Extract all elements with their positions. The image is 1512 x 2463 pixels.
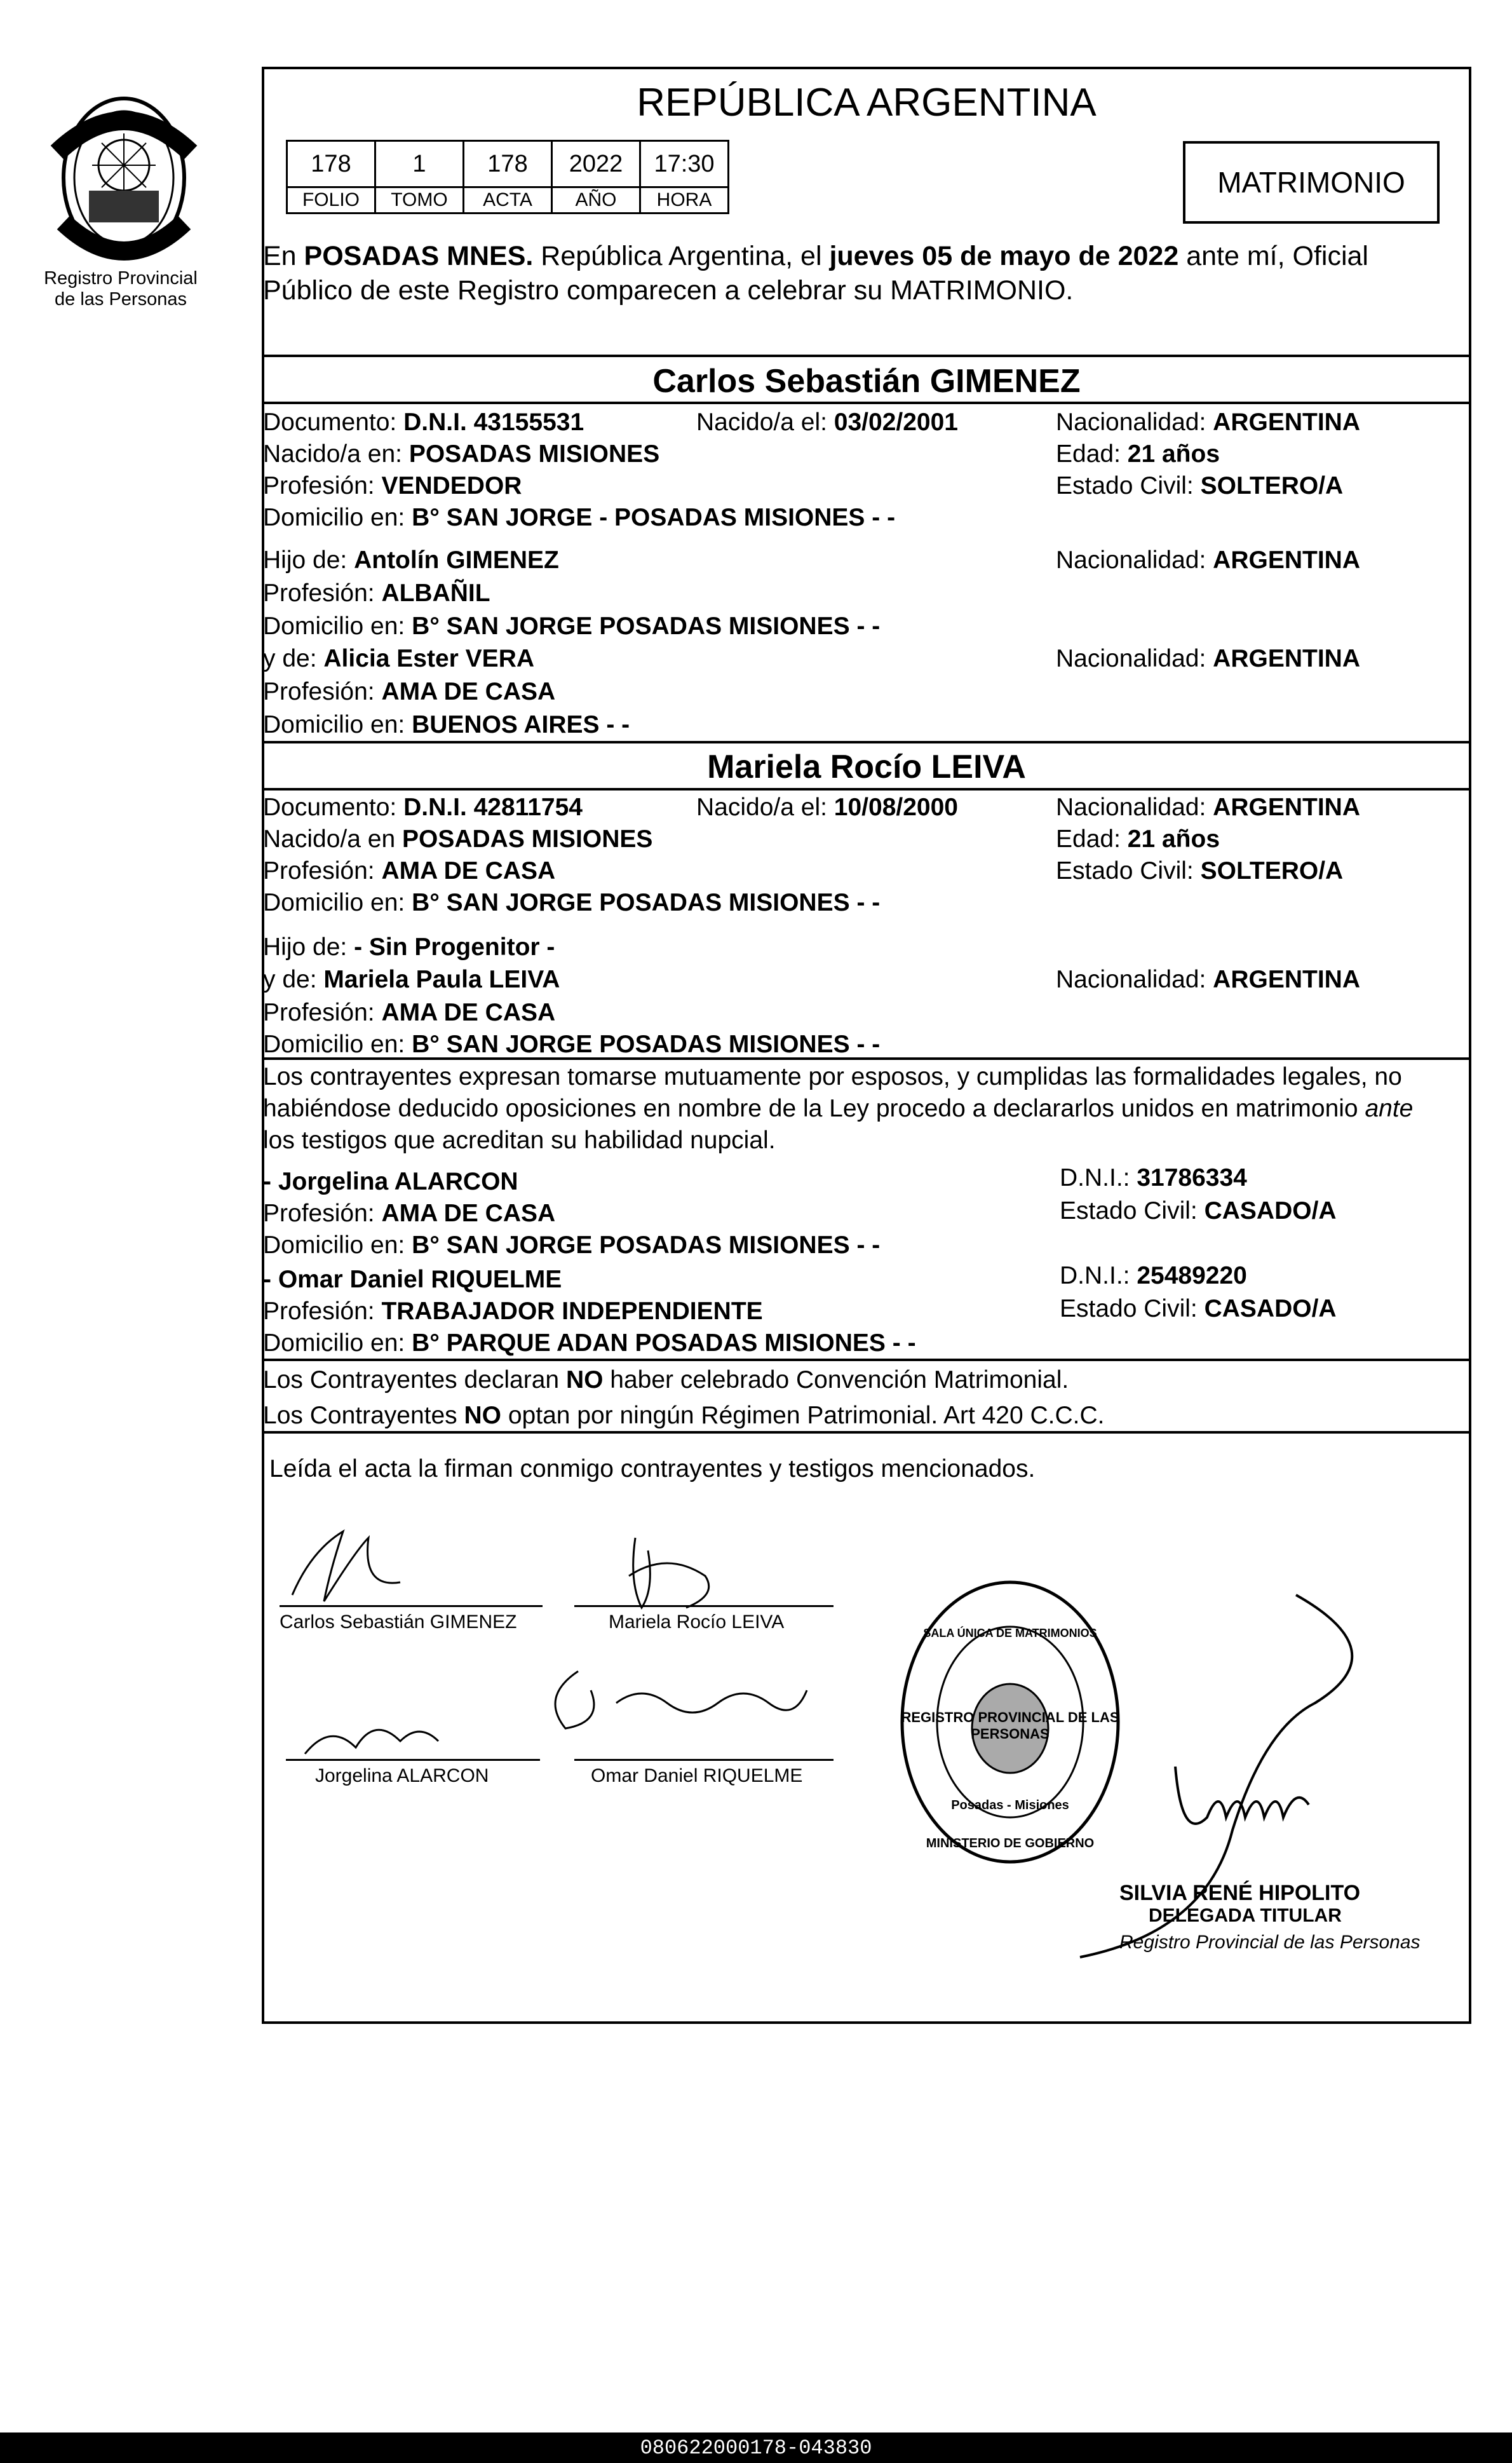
- spouse2-age: Edad: 21 años: [1056, 825, 1220, 853]
- witness2-name: - Omar Daniel RIQUELME: [263, 1266, 562, 1293]
- divider: [262, 355, 1471, 357]
- spouse1-profession: Profesión: VENDEDOR: [263, 472, 522, 499]
- coat-of-arms-icon: [38, 95, 210, 273]
- spouse2-address: Domicilio en: B° SAN JORGE POSADAS MISIONES - -: [263, 889, 881, 916]
- tomo-label: TOMO: [375, 187, 464, 214]
- signature-line: [574, 1605, 834, 1607]
- divider: [262, 1057, 1471, 1060]
- spouse1-father-profession: Profesión: ALBAÑIL: [263, 580, 490, 607]
- spouse1-document: Documento: D.N.I. 43155531: [263, 409, 584, 436]
- closing-statement: Leída el acta la firman conmigo contrayentes y testigos mencionados.: [269, 1455, 1036, 1483]
- declaration-line-1: Los contrayentes expresan tomarse mutuamente por esposos, y cumplidas las formalidades legales, no: [263, 1063, 1402, 1090]
- folio-label: FOLIO: [287, 187, 375, 214]
- logo-caption: [25, 268, 216, 311]
- seal-city-text: Posadas - Misiones: [951, 1798, 1069, 1812]
- spouse1-dob: Nacido/a el: 03/02/2001: [696, 409, 958, 436]
- logo-caption-line2: de las Personas: [55, 289, 187, 310]
- spouse2-document: Documento: D.N.I. 42811754: [263, 794, 583, 821]
- signature-name-3: Jorgelina ALARCON: [315, 1765, 489, 1786]
- logo-caption-line1: Registro Provincial: [44, 268, 198, 288]
- convention-line-2: Los Contrayentes NO optan por ningún Régimen Patrimonial. Art 420 C.C.C.: [263, 1402, 1105, 1429]
- divider: [262, 788, 1471, 790]
- spouse2-dob: Nacido/a el: 10/08/2000: [696, 794, 958, 821]
- convention-line-1: Los Contrayentes declaran NO haber celebrado Convención Matrimonial.: [263, 1366, 1069, 1394]
- spouse1-father-address: Domicilio en: B° SAN JORGE POSADAS MISIONES - -: [263, 613, 881, 640]
- folio-value: 178: [287, 141, 375, 187]
- signature-name-1: Carlos Sebastián GIMENEZ: [280, 1611, 517, 1632]
- witness2-address: Domicilio en: B° PARQUE ADAN POSADAS MISIONES - -: [263, 1329, 916, 1357]
- intro-line-2: Público de este Registro comparecen a celebrar su MATRIMONIO.: [263, 275, 1074, 306]
- signature-name-2: Mariela Rocío LEIVA: [609, 1611, 785, 1632]
- act-type-box: [1183, 141, 1440, 224]
- hora-value: 17:30: [640, 141, 729, 187]
- intro-line-1: En POSADAS MNES. República Argentina, el jueves 05 de mayo de 2022 ante mí, Oficial: [263, 241, 1368, 271]
- divider: [262, 402, 1471, 404]
- spouse1-age: Edad: 21 años: [1056, 440, 1220, 468]
- spouse2-profession: Profesión: AMA DE CASA: [263, 857, 556, 885]
- footer-code: 080622000178-043830: [640, 2436, 872, 2460]
- acta-value: 178: [464, 141, 552, 187]
- signature-line: [280, 1605, 543, 1607]
- spouse2-mother-nationality: Nacionalidad: ARGENTINA: [1056, 966, 1361, 993]
- handwritten-signatures: [273, 1512, 820, 1779]
- official-name: SILVIA RENÉ HIPOLITO: [1119, 1881, 1361, 1905]
- declaration-line-2: habiéndose deducido oposiciones en nombre de la Ley procedo a declararlos unidos en matrimonio ante: [263, 1095, 1414, 1122]
- spouse2-birthplace: Nacido/a en POSADAS MISIONES: [263, 825, 653, 853]
- spouse1-mother-address: Domicilio en: BUENOS AIRES - -: [263, 711, 630, 738]
- act-type: MATRIMONIO: [1217, 166, 1405, 199]
- spouse1-mother: y de: Alicia Ester VERA: [263, 645, 535, 672]
- divider: [262, 1431, 1471, 1434]
- signature-name-4: Omar Daniel RIQUELME: [591, 1765, 803, 1786]
- hora-label: HORA: [640, 187, 729, 214]
- spouse1-father-nationality: Nacionalidad: ARGENTINA: [1056, 546, 1361, 574]
- spouse1-civil-status: Estado Civil: SOLTERO/A: [1056, 472, 1344, 499]
- tomo-value: 1: [375, 141, 464, 187]
- spouse2-father: Hijo de: - Sin Progenitor -: [263, 933, 555, 961]
- record-ref-table: [286, 140, 729, 214]
- spouse1-name: Carlos Sebastián GIMENEZ: [652, 363, 1081, 400]
- witness1-dni: D.N.I.: 31786334: [1060, 1164, 1247, 1191]
- seal-outer-text: REGISTRO PROVINCIAL DE LAS PERSONAS: [901, 1709, 1119, 1742]
- ano-value: 2022: [552, 141, 640, 187]
- declaration-line-3: los testigos que acreditan su habilidad nupcial.: [263, 1127, 776, 1154]
- official-office: Registro Provincial de las Personas: [1119, 1932, 1421, 1953]
- witness2-civil-status: Estado Civil: CASADO/A: [1060, 1295, 1337, 1322]
- divider: [262, 741, 1471, 743]
- spouse1-mother-profession: Profesión: AMA DE CASA: [263, 678, 556, 705]
- spouse1-address: Domicilio en: B° SAN JORGE - POSADAS MISIONES - -: [263, 504, 896, 531]
- spouse1-nationality: Nacionalidad: ARGENTINA: [1056, 409, 1361, 436]
- page-title: REPÚBLICA ARGENTINA: [637, 81, 1097, 125]
- spouse2-mother-address: Domicilio en: B° SAN JORGE POSADAS MISIONES - -: [263, 1031, 881, 1058]
- seal-inner-text: SALA ÚNICA DE MATRIMONIOS: [923, 1627, 1097, 1639]
- witness1-profession: Profesión: AMA DE CASA: [263, 1200, 556, 1227]
- witness1-address: Domicilio en: B° SAN JORGE POSADAS MISIONES - -: [263, 1232, 881, 1259]
- witness1-civil-status: Estado Civil: CASADO/A: [1060, 1197, 1337, 1225]
- ano-label: AÑO: [552, 187, 640, 214]
- divider: [262, 1359, 1471, 1361]
- spouse2-name: Mariela Rocío LEIVA: [707, 749, 1026, 785]
- spouse1-mother-nationality: Nacionalidad: ARGENTINA: [1056, 645, 1361, 672]
- witness2-dni: D.N.I.: 25489220: [1060, 1262, 1247, 1289]
- acta-label: ACTA: [464, 187, 552, 214]
- seal-bottom-text: MINISTERIO DE GOBIERNO: [926, 1836, 1095, 1850]
- witness1-name: - Jorgelina ALARCON: [263, 1168, 518, 1195]
- spouse2-mother: y de: Mariela Paula LEIVA: [263, 966, 560, 993]
- spouse2-nationality: Nacionalidad: ARGENTINA: [1056, 794, 1361, 821]
- official-title: DELEGADA TITULAR: [1149, 1905, 1342, 1926]
- registry-logo: [38, 95, 210, 273]
- spouse2-mother-profession: Profesión: AMA DE CASA: [263, 999, 556, 1026]
- witness2-profession: Profesión: TRABAJADOR INDEPENDIENTE: [263, 1298, 763, 1325]
- spouse2-civil-status: Estado Civil: SOLTERO/A: [1056, 857, 1344, 885]
- signature-line: [286, 1759, 540, 1761]
- spouse1-birthplace: Nacido/a en: POSADAS MISIONES: [263, 440, 660, 468]
- spouse1-father: Hijo de: Antolín GIMENEZ: [263, 546, 559, 574]
- signature-line: [574, 1759, 834, 1761]
